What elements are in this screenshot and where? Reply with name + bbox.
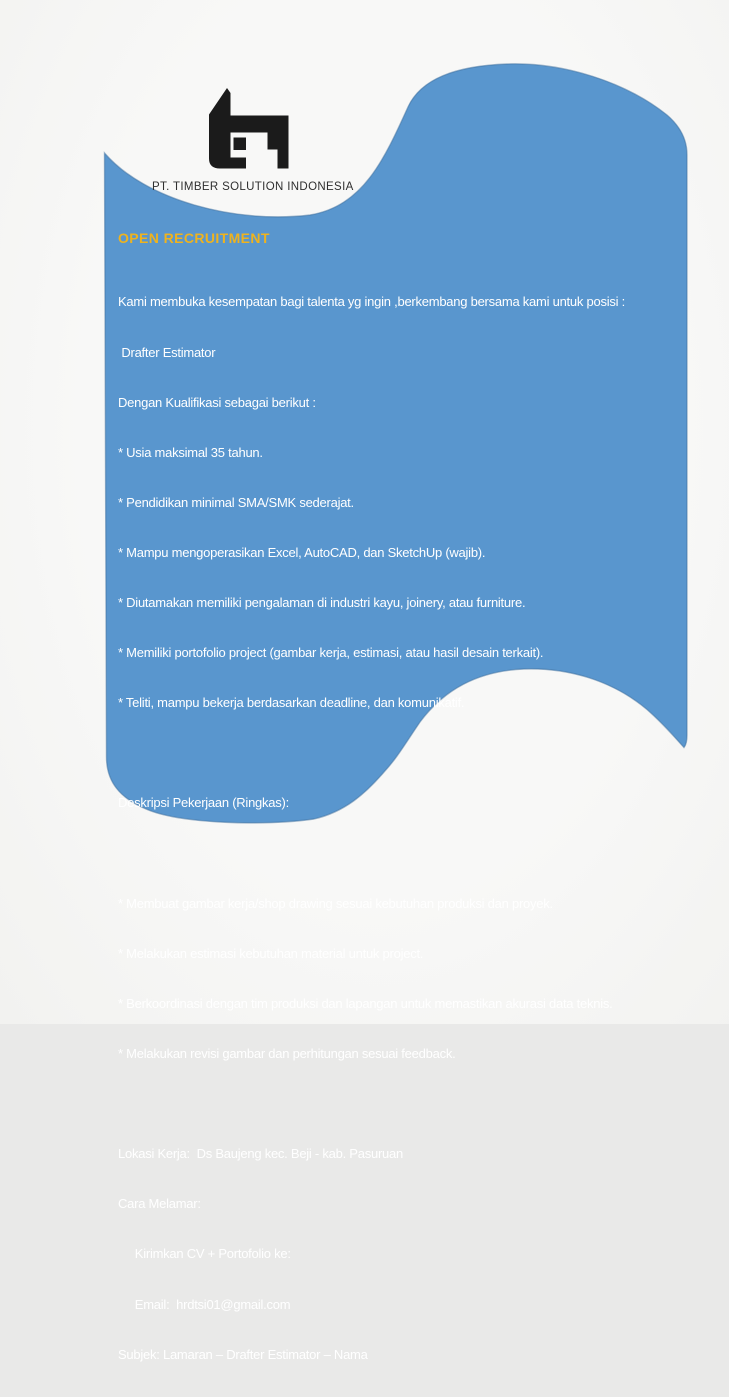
qualification-item: * Diutamakan memiliki pengalaman di industri kayu, joinery, atau furniture. bbox=[118, 595, 526, 611]
job-desc-item: * Melakukan revisi gambar dan perhitungan sesuai feedback. bbox=[118, 1046, 456, 1062]
blank-line bbox=[118, 846, 625, 863]
qualification-item: * Mampu mengoperasikan Excel, AutoCAD, dan SketchUp (wajib). bbox=[118, 544, 486, 560]
job-desc-item: * Melakukan estimasi kebutuhan material untuk project. bbox=[118, 945, 424, 961]
recruitment-title: OPEN RECRUITMENT bbox=[118, 230, 270, 246]
qualification-item: * Memiliki portofolio project (gambar kerja, estimasi, atau hasil desain terkait). bbox=[118, 645, 544, 661]
location-line: Lokasi Kerja: Ds Baujeng kec. Beji - kab. Pasuruan bbox=[118, 1146, 403, 1162]
apply-heading: Cara Melamar: bbox=[118, 1196, 201, 1212]
apply-cv-line: Kirimkan CV + Portofolio ke: bbox=[118, 1246, 291, 1262]
qualification-item: * Teliti, mampu bekerja berdasarkan deadline, dan komunikatif. bbox=[118, 695, 465, 711]
logo-dot bbox=[234, 138, 247, 151]
job-desc-heading: Deskripsi Pekerjaan (Ringkas): bbox=[118, 795, 289, 811]
logo-one-glyph bbox=[268, 116, 289, 169]
position-line: Drafter Estimator bbox=[118, 344, 216, 360]
blank-line bbox=[118, 1096, 625, 1113]
job-desc-item: * Membuat gambar kerja/shop drawing sesuai kebutuhan produksi dan proyek. bbox=[118, 895, 553, 911]
subject-line: Subjek: Lamaran – Drafter Estimator – Nama bbox=[118, 1346, 368, 1362]
poster-body bbox=[118, 261, 625, 1397]
intro-line: Kami membuka kesempatan bagi talenta yg ingin ,berkembang bersama kami untuk posisi : bbox=[118, 294, 625, 310]
qualification-item: * Pendidikan minimal SMA/SMK sederajat. bbox=[118, 494, 354, 510]
qualifications-heading: Dengan Kualifikasi sebagai berikut : bbox=[118, 394, 316, 410]
apply-email-line: Email: hrdtsi01@gmail.com bbox=[118, 1296, 291, 1312]
job-desc-item: * Berkoordinasi dengan tim produksi dan lapangan untuk memastikan akurasi data teknis. bbox=[118, 995, 613, 1011]
timber-logo bbox=[209, 88, 289, 169]
blank-line bbox=[118, 745, 625, 762]
qualification-item: * Usia maksimal 35 tahun. bbox=[118, 444, 263, 460]
company-name: PT. TIMBER SOLUTION INDONESIA bbox=[152, 181, 354, 193]
